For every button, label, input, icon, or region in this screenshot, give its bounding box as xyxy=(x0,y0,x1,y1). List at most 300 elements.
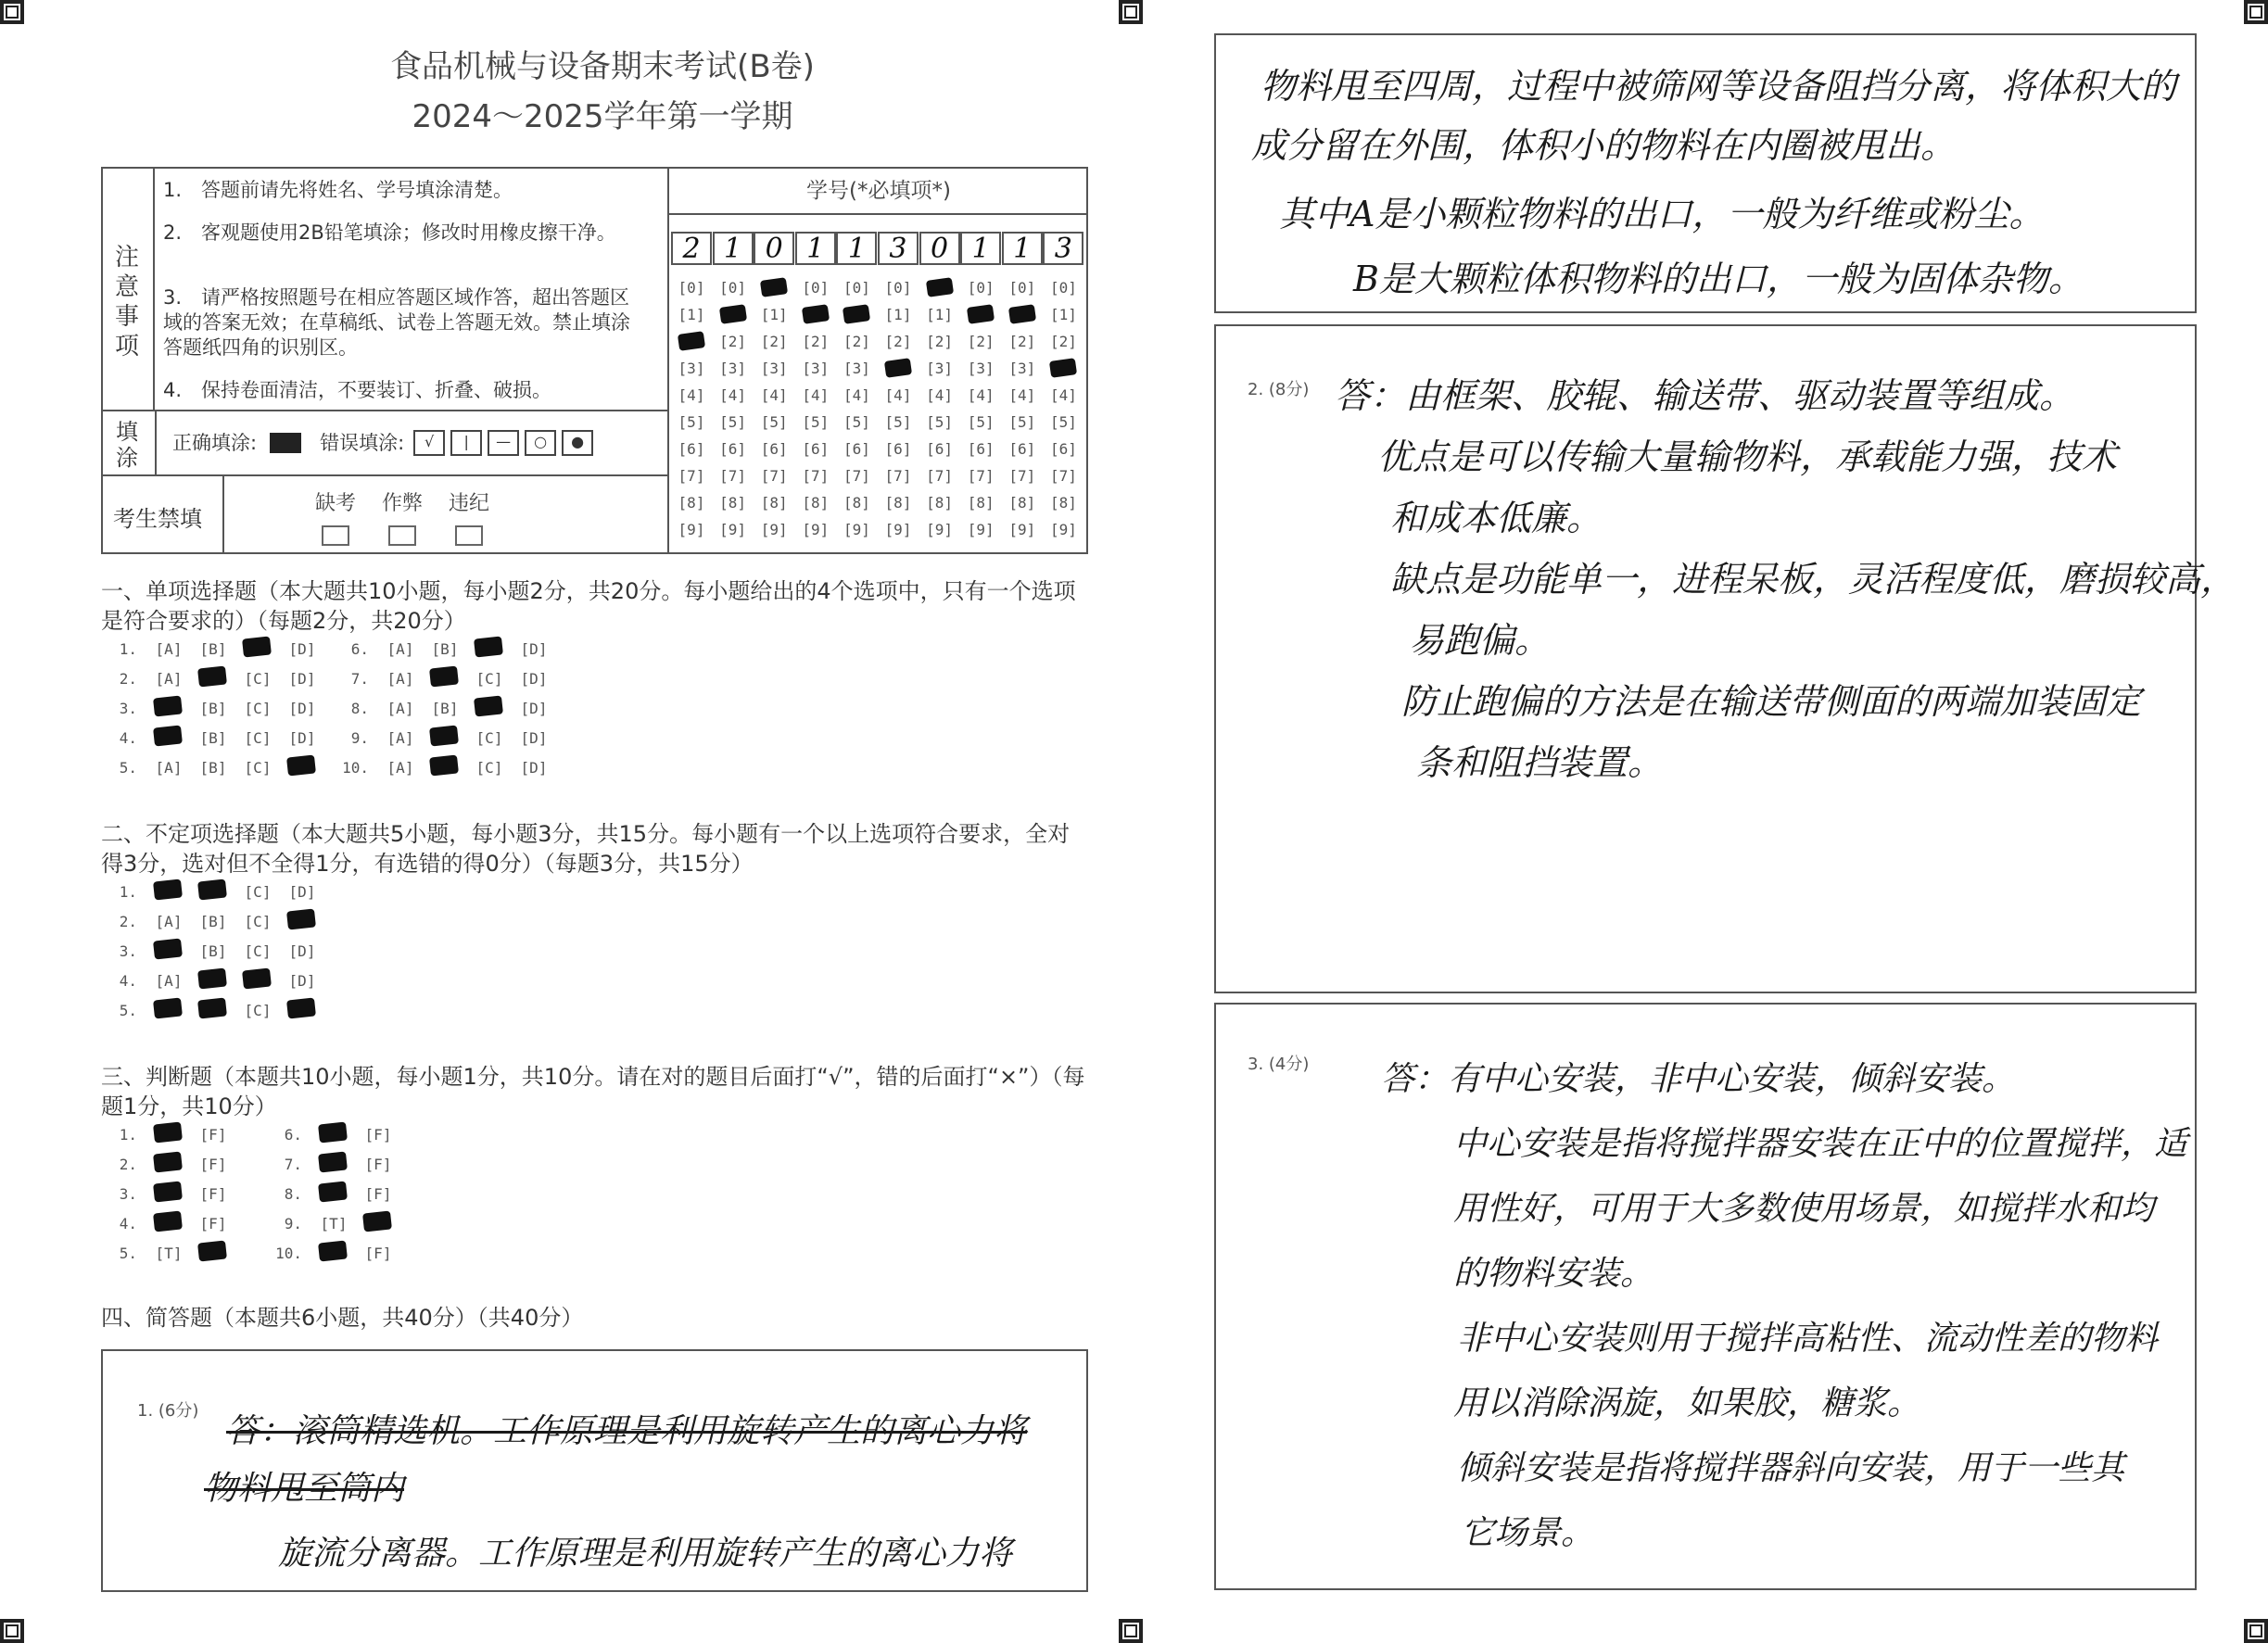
student-id-digit: 3 xyxy=(1043,232,1083,265)
proctor-checkbox[interactable] xyxy=(322,525,349,546)
notice-item: 3. 请严格按照题号在相应答题区域作答，超出答题区域的答案无效；在草稿纸、试卷上答题无效。禁止填涂答题纸四角的识别区。 xyxy=(163,286,630,359)
id-bubble[interactable]: [8] xyxy=(678,494,705,512)
question-number: 10. xyxy=(275,1244,302,1262)
option-bubble[interactable]: [B] xyxy=(199,912,227,930)
question-row xyxy=(104,906,324,936)
question-row xyxy=(269,1238,400,1268)
question-row xyxy=(104,936,324,966)
proctor-checkbox[interactable] xyxy=(388,525,416,546)
option-bubble[interactable]: [B] xyxy=(431,699,459,717)
answer-line: 非中心安装则用于搅拌高粘性、流动性差的物料 xyxy=(1457,1320,2159,1358)
correct-fill-sample xyxy=(270,433,301,453)
id-bubble[interactable]: [9] xyxy=(1049,521,1077,538)
option-bubble[interactable] xyxy=(146,1185,191,1203)
section1-col-left xyxy=(104,634,324,782)
corner-marker xyxy=(2244,1619,2268,1643)
question-row xyxy=(104,1149,235,1179)
id-bubble[interactable]: [9] xyxy=(1008,521,1036,538)
id-bubble[interactable]: [1] xyxy=(1049,306,1077,323)
id-bubble[interactable] xyxy=(960,301,1001,328)
option-bubble[interactable]: [C] xyxy=(244,912,272,930)
id-bubble[interactable]: [8] xyxy=(1008,494,1036,512)
id-bubble[interactable]: [8] xyxy=(967,494,995,512)
id-bubble[interactable]: [9] xyxy=(760,521,788,538)
section2-title: 二、不定项选择题（本大题共5小题，每小题3分，共15分。每小题有一个以上选项符合要求，全对得3分，选对但不全得1分，有选错的得0分）（每题3分，共15分） xyxy=(101,821,1071,877)
notice-label: 注意事项 xyxy=(114,244,139,360)
wrong-fill-sample: — xyxy=(488,430,519,456)
section1-title: 一、单项选择题（本大题共10小题，每小题2分，共20分。每小题给出的4个选项中，只有一个选项是符合要求的）（每题2分，共20分） xyxy=(101,578,1076,634)
id-bubble[interactable]: [2] xyxy=(802,333,830,350)
q1-struck-line: 物料甩至筒内 xyxy=(204,1470,405,1508)
id-bubble[interactable]: [4] xyxy=(926,386,954,404)
id-bubble[interactable]: [7] xyxy=(760,467,788,485)
id-bubble[interactable]: [4] xyxy=(843,386,870,404)
corner-marker xyxy=(2244,0,2268,24)
id-bubble[interactable]: [3] xyxy=(843,360,870,377)
divider xyxy=(155,410,157,474)
id-bubble[interactable]: [8] xyxy=(926,494,954,512)
wrong-fill-samples xyxy=(413,430,599,456)
option-bubble[interactable] xyxy=(311,1245,356,1262)
id-bubble[interactable]: [9] xyxy=(843,521,870,538)
id-bubble[interactable]: [5] xyxy=(926,413,954,431)
id-bubble[interactable]: [7] xyxy=(1008,467,1036,485)
question-row xyxy=(269,1119,400,1149)
wrong-fill-sample: √ xyxy=(413,430,445,456)
id-bubble[interactable]: [2] xyxy=(719,333,747,350)
question-number: 10. xyxy=(342,758,369,777)
option-bubble[interactable] xyxy=(423,670,467,688)
id-bubble[interactable]: [8] xyxy=(802,494,830,512)
id-bubble[interactable]: [2] xyxy=(884,333,912,350)
question-number: 7. xyxy=(350,669,369,688)
question-number: 8. xyxy=(350,699,369,717)
q1-answer-line: 物料甩至四周，过程中被筛网等设备阻挡分离，将体积大的 xyxy=(1261,66,2177,107)
id-bubble[interactable]: [2] xyxy=(843,333,870,350)
id-bubble[interactable]: [5] xyxy=(843,413,870,431)
id-bubble[interactable]: [8] xyxy=(843,494,870,512)
q3-score: 3. (4分) xyxy=(1248,1055,1310,1074)
option-bubble[interactable] xyxy=(235,972,280,990)
section3-col-left xyxy=(104,1119,235,1268)
question-number: 4. xyxy=(119,1214,137,1232)
question-row xyxy=(104,664,324,693)
student-id-written xyxy=(671,232,1084,267)
option-bubble[interactable]: [F] xyxy=(364,1184,392,1203)
option-bubble[interactable]: [C] xyxy=(475,758,503,777)
id-bubble[interactable]: [4] xyxy=(719,386,747,404)
section4-title: 四、简答题（本题共6小题，共40分）（共40分） xyxy=(101,1305,584,1331)
question-row xyxy=(104,634,324,664)
answer-line: 的物料安装。 xyxy=(1453,1255,1654,1293)
question-number: 3. xyxy=(119,1184,137,1203)
id-bubble[interactable] xyxy=(795,301,836,328)
answer-box-q2 xyxy=(1214,324,2197,993)
student-id-column xyxy=(919,274,960,543)
question-row xyxy=(336,723,556,752)
id-bubble[interactable]: [6] xyxy=(719,440,747,458)
option-bubble[interactable]: [F] xyxy=(199,1214,227,1232)
id-bubble[interactable] xyxy=(1043,355,1083,382)
question-number: 3. xyxy=(119,699,137,717)
id-bubble[interactable]: [8] xyxy=(884,494,912,512)
question-row xyxy=(104,966,324,995)
option-bubble[interactable]: [A] xyxy=(386,728,414,747)
id-bubble[interactable]: [9] xyxy=(719,521,747,538)
notice-item: 1. 答题前请先将姓名、学号填涂清楚。 xyxy=(163,179,513,201)
id-bubble[interactable]: [5] xyxy=(884,413,912,431)
question-number: 8. xyxy=(284,1184,302,1203)
proctor-item xyxy=(382,487,423,546)
question-number: 2. xyxy=(119,912,137,930)
option-bubble[interactable]: [F] xyxy=(199,1155,227,1173)
student-id-digit: 1 xyxy=(836,232,877,265)
question-number: 2. xyxy=(119,669,137,688)
question-number: 9. xyxy=(350,728,369,747)
question-row xyxy=(104,1238,235,1268)
option-bubble[interactable] xyxy=(146,1215,191,1232)
question-row xyxy=(336,693,556,723)
proctor-checkbox[interactable] xyxy=(455,525,483,546)
id-bubble[interactable]: [7] xyxy=(884,467,912,485)
id-bubble[interactable]: [8] xyxy=(760,494,788,512)
id-bubble[interactable]: [0] xyxy=(802,279,830,297)
question-number: 1. xyxy=(119,1125,137,1144)
id-bubble[interactable]: [5] xyxy=(1008,413,1036,431)
question-row xyxy=(104,995,324,1025)
id-bubble[interactable] xyxy=(878,355,919,382)
option-bubble[interactable]: [D] xyxy=(288,728,316,747)
option-bubble[interactable]: [C] xyxy=(244,728,272,747)
option-bubble[interactable] xyxy=(146,729,191,747)
option-bubble[interactable]: [F] xyxy=(199,1184,227,1203)
option-bubble[interactable]: [F] xyxy=(364,1155,392,1173)
question-row xyxy=(336,752,556,782)
option-bubble[interactable]: [A] xyxy=(155,669,183,688)
option-bubble[interactable] xyxy=(280,759,324,777)
question-number: 2. xyxy=(119,1155,137,1173)
id-bubble[interactable]: [3] xyxy=(760,360,788,377)
option-bubble[interactable] xyxy=(191,1002,235,1019)
id-bubble[interactable]: [8] xyxy=(1049,494,1077,512)
option-bubble[interactable]: [A] xyxy=(386,758,414,777)
question-number: 4. xyxy=(119,728,137,747)
student-id-digit: 0 xyxy=(754,232,794,265)
id-bubble[interactable]: [3] xyxy=(802,360,830,377)
student-id-column xyxy=(960,274,1001,543)
option-bubble[interactable] xyxy=(280,1002,324,1019)
option-bubble[interactable]: [D] xyxy=(520,728,548,747)
option-bubble[interactable] xyxy=(146,1156,191,1173)
option-bubble[interactable] xyxy=(191,1245,235,1262)
id-bubble[interactable]: [4] xyxy=(1049,386,1077,404)
question-row xyxy=(104,752,324,782)
option-bubble[interactable]: [C] xyxy=(244,669,272,688)
option-bubble[interactable]: [A] xyxy=(386,699,414,717)
option-bubble[interactable]: [D] xyxy=(288,971,316,990)
option-bubble[interactable] xyxy=(191,972,235,990)
option-bubble[interactable]: [A] xyxy=(155,912,183,930)
question-row xyxy=(269,1208,400,1238)
answer-line: 用以消除涡旋，如果胶，糖浆。 xyxy=(1453,1384,1921,1422)
option-bubble[interactable]: [D] xyxy=(520,639,548,658)
option-bubble[interactable]: [B] xyxy=(199,728,227,747)
option-bubble[interactable] xyxy=(146,883,191,901)
student-id-column xyxy=(671,274,712,543)
id-bubble[interactable]: [4] xyxy=(1008,386,1036,404)
q1-answer-line: 旋流分离器。工作原理是利用旋转产生的离心力将 xyxy=(278,1535,1013,1573)
id-bubble[interactable]: [5] xyxy=(678,413,705,431)
id-bubble[interactable]: [6] xyxy=(760,440,788,458)
option-bubble[interactable]: [D] xyxy=(520,669,548,688)
wrong-fill-sample: ○ xyxy=(525,430,556,456)
id-bubble[interactable] xyxy=(671,328,712,355)
student-id-bubbles xyxy=(671,274,1084,545)
id-bubble[interactable]: [6] xyxy=(1008,440,1036,458)
id-bubble[interactable]: [1] xyxy=(678,306,705,323)
student-id-column xyxy=(713,274,754,543)
option-bubble[interactable] xyxy=(467,640,512,658)
id-bubble[interactable]: [9] xyxy=(926,521,954,538)
option-bubble[interactable]: [C] xyxy=(244,699,272,717)
answer-line: 和成本低廉。 xyxy=(1390,498,1603,538)
id-bubble[interactable]: [7] xyxy=(802,467,830,485)
option-bubble[interactable] xyxy=(467,700,512,717)
id-bubble[interactable]: [2] xyxy=(1008,333,1036,350)
id-bubble[interactable]: [8] xyxy=(719,494,747,512)
option-bubble[interactable] xyxy=(280,913,324,930)
id-bubble[interactable]: [9] xyxy=(678,521,705,538)
option-bubble[interactable]: [F] xyxy=(364,1244,392,1262)
question-number: 1. xyxy=(119,882,137,901)
id-bubble[interactable]: [2] xyxy=(967,333,995,350)
q2-score: 2. (8分) xyxy=(1248,380,1310,399)
option-bubble[interactable]: [B] xyxy=(431,639,459,658)
option-bubble[interactable] xyxy=(146,1002,191,1019)
student-id-column xyxy=(1043,274,1083,543)
option-bubble[interactable]: [B] xyxy=(199,942,227,960)
question-row xyxy=(336,634,556,664)
id-bubble[interactable]: [1] xyxy=(926,306,954,323)
id-bubble[interactable]: [1] xyxy=(760,306,788,323)
id-bubble[interactable]: [4] xyxy=(884,386,912,404)
option-bubble[interactable] xyxy=(146,942,191,960)
q1-answer-line: 其中A是小颗粒物料的出口，一般为纤维或粉尘。 xyxy=(1279,194,2045,234)
question-number: 1. xyxy=(119,639,137,658)
question-number: 9. xyxy=(284,1214,302,1232)
student-id-digit: 1 xyxy=(713,232,754,265)
option-bubble[interactable] xyxy=(423,729,467,747)
id-bubble[interactable]: [3] xyxy=(967,360,995,377)
option-bubble[interactable]: [A] xyxy=(386,669,414,688)
option-bubble[interactable]: [C] xyxy=(475,669,503,688)
id-bubble[interactable] xyxy=(919,274,960,301)
q1-score: 1. (6分) xyxy=(137,1401,199,1421)
student-id-digit: 1 xyxy=(1002,232,1043,265)
option-bubble[interactable]: [C] xyxy=(475,728,503,747)
id-bubble[interactable]: [6] xyxy=(843,440,870,458)
id-bubble[interactable]: [9] xyxy=(967,521,995,538)
id-bubble[interactable]: [9] xyxy=(802,521,830,538)
id-bubble[interactable]: [5] xyxy=(967,413,995,431)
answer-line: 易跑偏。 xyxy=(1409,620,1551,661)
id-bubble[interactable]: [7] xyxy=(843,467,870,485)
question-number: 5. xyxy=(119,758,137,777)
question-row xyxy=(104,1179,235,1208)
q1-answer-line: B是大颗粒体积物料的出口，一般为固体杂物。 xyxy=(1353,259,2084,299)
option-bubble[interactable] xyxy=(146,700,191,717)
option-bubble[interactable]: [A] xyxy=(155,758,183,777)
id-bubble[interactable]: [2] xyxy=(1049,333,1077,350)
option-bubble[interactable] xyxy=(191,670,235,688)
divider xyxy=(667,167,669,554)
answer-line: 答：有中心安装，非中心安装，倾斜安装。 xyxy=(1381,1060,2016,1098)
exam-term: 2024～2025学年第一学期 xyxy=(412,98,793,135)
id-bubble[interactable]: [2] xyxy=(926,333,954,350)
id-bubble[interactable]: [7] xyxy=(926,467,954,485)
id-bubble[interactable]: [4] xyxy=(802,386,830,404)
answer-line: 优点是可以传输大量输物料，承载能力强，技术 xyxy=(1377,436,2118,477)
student-id-digit: 3 xyxy=(878,232,919,265)
option-bubble[interactable]: [T] xyxy=(320,1214,348,1232)
answer-line: 用性好，可用于大多数使用场景，如搅拌水和均 xyxy=(1453,1190,2155,1228)
answer-line: 答：由框架、胶辊、输送带、驱动装置等组成。 xyxy=(1335,375,2075,416)
option-bubble[interactable]: [C] xyxy=(244,882,272,901)
id-bubble[interactable]: [3] xyxy=(719,360,747,377)
fill-correct-label: 正确填涂: xyxy=(172,431,258,454)
question-row xyxy=(104,723,324,752)
answer-line: 防止跑偏的方法是在输送带侧面的两端加装固定 xyxy=(1401,681,2142,722)
id-bubble[interactable]: [3] xyxy=(1008,360,1036,377)
proctor-item-label: 缺考 xyxy=(315,492,357,515)
id-bubble[interactable]: [5] xyxy=(1049,413,1077,431)
id-bubble[interactable]: [5] xyxy=(760,413,788,431)
id-bubble[interactable]: [6] xyxy=(967,440,995,458)
option-bubble[interactable]: [D] xyxy=(288,882,316,901)
option-bubble[interactable]: [D] xyxy=(520,758,548,777)
id-bubble[interactable]: [7] xyxy=(1049,467,1077,485)
option-bubble[interactable] xyxy=(191,883,235,901)
option-bubble[interactable] xyxy=(356,1215,400,1232)
option-bubble[interactable] xyxy=(423,759,467,777)
option-bubble[interactable]: [T] xyxy=(155,1244,183,1262)
id-bubble[interactable]: [4] xyxy=(678,386,705,404)
option-bubble[interactable]: [A] xyxy=(155,639,183,658)
student-id-column xyxy=(836,274,877,543)
student-id-digit: 0 xyxy=(919,232,960,265)
question-number: 7. xyxy=(284,1155,302,1173)
option-bubble[interactable]: [D] xyxy=(520,699,548,717)
fill-label: 填涂 xyxy=(116,419,138,471)
id-bubble[interactable]: [0] xyxy=(719,279,747,297)
divider xyxy=(222,474,224,554)
proctor-item-label: 违纪 xyxy=(449,492,490,515)
id-bubble[interactable]: [7] xyxy=(719,467,747,485)
id-bubble[interactable]: [3] xyxy=(678,360,705,377)
id-bubble[interactable]: [6] xyxy=(884,440,912,458)
option-bubble[interactable]: [D] xyxy=(288,699,316,717)
option-bubble[interactable]: [D] xyxy=(288,639,316,658)
exam-title: 食品机械与设备期末考试(B卷) xyxy=(390,48,815,85)
q1-struck-line: 答：滚筒精选机。工作原理是利用旋转产生的离心力将 xyxy=(226,1412,1028,1450)
option-bubble[interactable] xyxy=(311,1126,356,1144)
id-bubble[interactable] xyxy=(754,274,794,301)
proctor-item xyxy=(315,487,356,546)
option-bubble[interactable]: [B] xyxy=(199,699,227,717)
id-bubble[interactable] xyxy=(713,301,754,328)
option-bubble[interactable]: [B] xyxy=(199,639,227,658)
option-bubble[interactable] xyxy=(311,1185,356,1203)
id-bubble[interactable]: [0] xyxy=(884,279,912,297)
option-bubble[interactable]: [B] xyxy=(199,758,227,777)
proctor-item-label: 作弊 xyxy=(382,492,424,515)
id-bubble[interactable]: [0] xyxy=(843,279,870,297)
id-bubble[interactable]: [6] xyxy=(802,440,830,458)
option-bubble[interactable] xyxy=(235,640,280,658)
option-bubble[interactable]: [C] xyxy=(244,758,272,777)
section1-col-right xyxy=(336,634,556,782)
id-bubble[interactable]: [2] xyxy=(760,333,788,350)
id-bubble[interactable]: [6] xyxy=(926,440,954,458)
id-bubble[interactable]: [4] xyxy=(760,386,788,404)
option-bubble[interactable]: [A] xyxy=(155,971,183,990)
id-bubble[interactable]: [0] xyxy=(678,279,705,297)
answer-line: 倾斜安装是指将搅拌器斜向安装，用于一些其 xyxy=(1457,1449,2125,1487)
option-bubble[interactable]: [D] xyxy=(288,669,316,688)
id-bubble[interactable]: [6] xyxy=(678,440,705,458)
option-bubble[interactable]: [C] xyxy=(244,1001,272,1019)
option-bubble[interactable]: [C] xyxy=(244,942,272,960)
question-number: 5. xyxy=(119,1001,137,1019)
corner-marker xyxy=(0,0,24,24)
option-bubble[interactable] xyxy=(146,1126,191,1144)
section3-col-right xyxy=(269,1119,400,1268)
id-bubble[interactable]: [5] xyxy=(802,413,830,431)
id-bubble[interactable]: [3] xyxy=(926,360,954,377)
id-bubble[interactable]: [1] xyxy=(884,306,912,323)
option-bubble[interactable]: [A] xyxy=(386,639,414,658)
student-id-label: 学号(*必填项*) xyxy=(669,167,1088,215)
id-bubble[interactable]: [9] xyxy=(884,521,912,538)
question-row xyxy=(104,1119,235,1149)
question-row xyxy=(104,877,324,906)
option-bubble[interactable]: [F] xyxy=(199,1125,227,1144)
id-bubble[interactable]: [4] xyxy=(967,386,995,404)
question-number: 4. xyxy=(119,971,137,990)
question-number: 5. xyxy=(119,1244,137,1262)
student-id-column xyxy=(795,274,836,543)
id-bubble[interactable]: [7] xyxy=(967,467,995,485)
id-bubble[interactable]: [7] xyxy=(678,467,705,485)
option-bubble[interactable]: [D] xyxy=(288,942,316,960)
divider xyxy=(101,474,667,476)
id-bubble[interactable]: [0] xyxy=(1049,279,1077,297)
id-bubble[interactable] xyxy=(1002,301,1043,328)
wrong-fill-sample: | xyxy=(450,430,482,456)
id-bubble[interactable]: [5] xyxy=(719,413,747,431)
student-id-digit: 1 xyxy=(795,232,836,265)
question-number: 3. xyxy=(119,942,137,960)
option-bubble[interactable] xyxy=(311,1156,356,1173)
id-bubble[interactable]: [0] xyxy=(1008,279,1036,297)
id-bubble[interactable]: [0] xyxy=(967,279,995,297)
id-bubble[interactable]: [6] xyxy=(1049,440,1077,458)
answer-line: 中心安装是指将搅拌器安装在正中的位置搅拌，适 xyxy=(1453,1125,2188,1163)
option-bubble[interactable]: [F] xyxy=(364,1125,392,1144)
question-row xyxy=(104,1208,235,1238)
answer-line: 它场景。 xyxy=(1461,1514,1595,1552)
id-bubble[interactable] xyxy=(836,301,877,328)
